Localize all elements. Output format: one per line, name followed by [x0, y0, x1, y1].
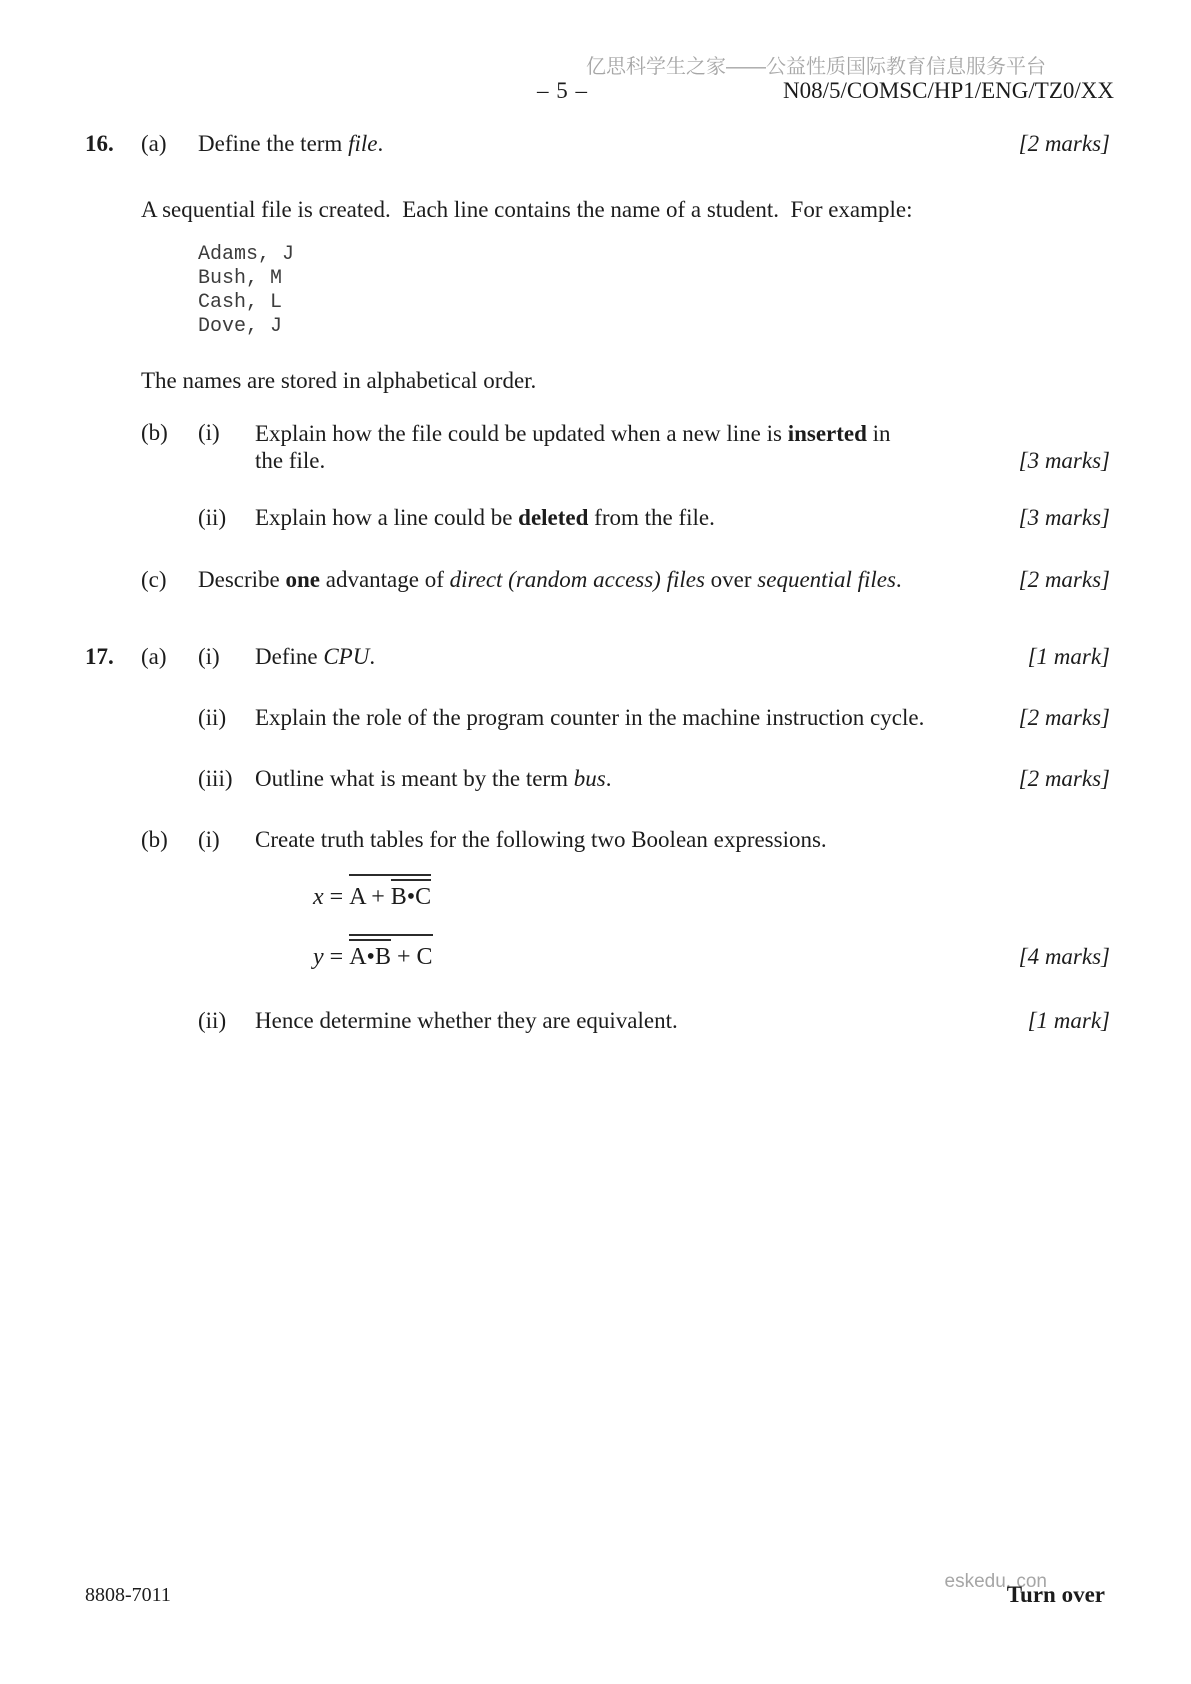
marks-label: [2 marks]: [1018, 131, 1110, 156]
expression-y: [313, 934, 433, 971]
text-fragment: Explain how a line could be: [255, 505, 519, 530]
note-paragraph: The names are stored in alphabetical order.: [141, 368, 537, 393]
intro-paragraph: A sequential file is created. Each line contains the name of a student. For example:: [141, 197, 913, 222]
marks-label: [4 marks]: [1018, 944, 1110, 969]
outer-overline: [349, 874, 431, 910]
site-watermark-banner: 亿思科学生之家——公益性质国际教育信息服务平台: [586, 56, 1046, 78]
text-fragment: .: [605, 766, 612, 791]
file-line: Dove, J: [198, 315, 283, 338]
text-fragment: .: [377, 131, 384, 156]
part-label: (a): [141, 131, 167, 156]
text-fragment: over: [704, 567, 758, 592]
bold-fragment: deleted: [518, 505, 589, 530]
boolean-expression-x: [313, 874, 1110, 911]
question-text: [255, 505, 976, 531]
text-fragment: .: [369, 644, 376, 669]
question-number: 16.: [85, 131, 114, 156]
text-fragment: Outline what is meant by the term: [255, 766, 574, 791]
inner-overline: B•C: [391, 879, 431, 910]
text-fragment: from the file.: [588, 505, 715, 530]
question-16bii-row: [85, 505, 1110, 531]
justified-line: [255, 421, 891, 446]
question-number: 17.: [85, 644, 114, 669]
text-fragment: Define the term: [198, 131, 349, 156]
paper-reference-code: N08/5/COMSC/HP1/ENG/TZ0/XX: [783, 78, 1114, 103]
question-text: [198, 567, 976, 593]
text-fragment: Describe: [198, 567, 286, 592]
file-listing: [198, 243, 294, 339]
question-17bii-row: [85, 1008, 1110, 1034]
roman-label: (ii): [198, 705, 227, 730]
question-17aii-row: [85, 705, 1110, 731]
question-17ai-row: [85, 644, 1110, 670]
part-label: (a): [141, 644, 167, 669]
question-17aiii-row: [85, 766, 1110, 792]
marks-label: [2 marks]: [1018, 766, 1110, 791]
text-fragment: A +: [349, 884, 391, 910]
document-code: 8808-7011: [85, 1584, 171, 1606]
part-label: (c): [141, 567, 167, 592]
part-label: (b): [141, 420, 168, 445]
question-16a-row: [85, 131, 1110, 157]
question-text: [255, 766, 976, 792]
marks-label: [1 mark]: [1027, 1008, 1110, 1033]
term-italic: file: [348, 131, 378, 156]
question-text: Explain the role of the program counter in the machine instruction cycle.: [255, 705, 925, 730]
file-line: Bush, M: [198, 267, 283, 290]
question-16c-row: [85, 567, 1110, 593]
roman-label: (i): [198, 827, 220, 852]
marks-label: [3 marks]: [1018, 505, 1110, 530]
question-17bi-row: [85, 827, 1110, 853]
text-fragment: .: [895, 567, 902, 592]
expression-x: [313, 874, 431, 911]
roman-label: (i): [198, 644, 220, 669]
text-fragment: Explain how the file could be updated when a new line is: [255, 421, 788, 446]
roman-label: (ii): [198, 505, 227, 530]
inner-overline: A•B: [349, 939, 391, 970]
equals-sign: =: [323, 884, 350, 910]
outer-overline: [349, 934, 432, 970]
question-text: Hence determine whether they are equivalent.: [255, 1008, 678, 1033]
marks-label: [3 marks]: [1018, 448, 1110, 474]
roman-label: (iii): [198, 766, 233, 791]
bold-fragment: inserted: [787, 421, 867, 446]
roman-label: (ii): [198, 1008, 227, 1033]
variable-x: x: [313, 884, 324, 910]
term-italic: sequential files: [757, 567, 896, 592]
term-italic: CPU: [323, 644, 370, 669]
marks-label: [2 marks]: [1018, 567, 1110, 592]
marks-label: [2 marks]: [1018, 705, 1110, 730]
equals-sign: =: [323, 944, 350, 970]
question-text: [255, 644, 976, 670]
file-line: Cash, L: [198, 291, 283, 314]
bold-fragment: one: [285, 567, 320, 592]
roman-label: (i): [198, 420, 220, 445]
text-fragment: advantage of: [320, 567, 450, 592]
question-16bi-row: [85, 420, 1110, 474]
part-label: (b): [141, 827, 168, 852]
marks-label: [1 mark]: [1027, 644, 1110, 669]
term-italic: bus: [573, 766, 606, 791]
turn-over-label: Turn over: [1006, 1582, 1105, 1607]
text-fragment: Define: [255, 644, 324, 669]
text-fragment: + C: [390, 944, 433, 970]
text-fragment: in: [866, 421, 891, 446]
second-line: the file.: [255, 448, 326, 474]
question-text: [255, 420, 976, 474]
term-italic: direct (random access) files: [449, 567, 705, 592]
boolean-expression-y: [313, 934, 1110, 971]
variable-y: y: [313, 944, 324, 970]
site-watermark-footer: eskedu. con: [944, 1571, 1047, 1592]
file-line: Adams, J: [198, 243, 295, 266]
page-number: – 5 –: [537, 78, 588, 103]
question-text: [198, 131, 976, 157]
question-text: Create truth tables for the following two Boolean expressions.: [255, 827, 827, 852]
